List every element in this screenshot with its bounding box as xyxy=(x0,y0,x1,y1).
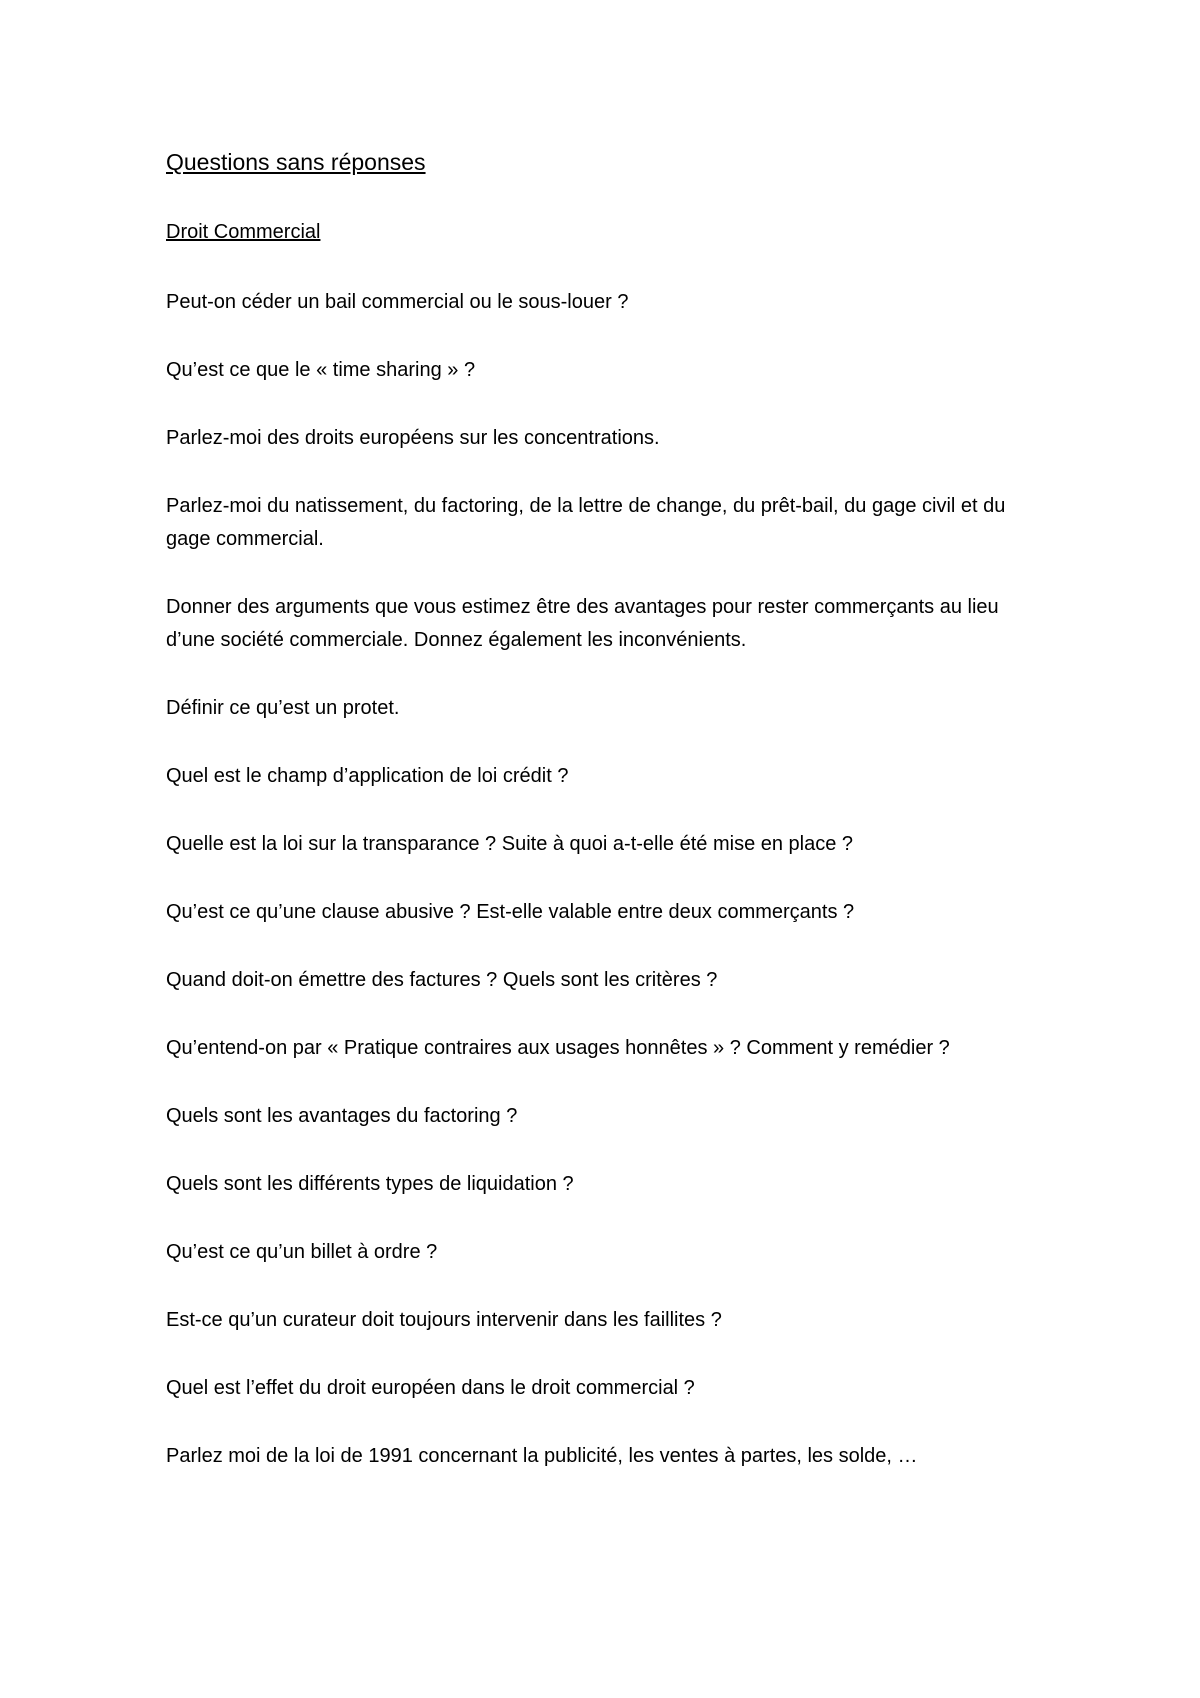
question-item: Peut-on céder un bail commercial ou le sous-louer ? xyxy=(166,291,629,313)
question-item: Parlez-moi du natissement, du factoring, de la lettre de change, du prêt-bail, du gage civil et du gage commercial. xyxy=(166,495,1006,550)
question-item: Quel est le champ d’application de loi crédit ? xyxy=(166,765,569,787)
document-title: Questions sans réponses xyxy=(166,149,426,175)
question-item: Qu’entend-on par « Pratique contraires aux usages honnêtes » ? Comment y remédier ? xyxy=(166,1037,950,1059)
question-item: Donner des arguments que vous estimez être des avantages pour rester commerçants au lieu d’une société commerciale. Donnez également les inconvénients. xyxy=(166,596,999,651)
question-item: Quand doit-on émettre des factures ? Quels sont les critères ? xyxy=(166,969,718,991)
question-list xyxy=(166,286,1046,1473)
question-item: Quel est l’effet du droit européen dans le droit commercial ? xyxy=(166,1377,695,1399)
question-item: Qu’est ce que le « time sharing » ? xyxy=(166,359,476,381)
question-item: Parlez-moi des droits européens sur les concentrations. xyxy=(166,427,660,449)
question-item: Définir ce qu’est un protet. xyxy=(166,697,400,719)
question-item: Quelle est la loi sur la transparance ? Suite à quoi a-t-elle été mise en place ? xyxy=(166,833,854,855)
question-item: Est-ce qu’un curateur doit toujours intervenir dans les faillites ? xyxy=(166,1309,722,1331)
question-item: Quels sont les différents types de liquidation ? xyxy=(166,1173,574,1195)
section-heading: Droit Commercial xyxy=(166,221,321,243)
document-body xyxy=(166,146,1046,1508)
question-item: Parlez moi de la loi de 1991 concernant la publicité, les ventes à partes, les solde, … xyxy=(166,1445,918,1467)
question-item: Qu’est ce qu’un billet à ordre ? xyxy=(166,1241,438,1263)
question-item: Quels sont les avantages du factoring ? xyxy=(166,1105,518,1127)
question-item: Qu’est ce qu’une clause abusive ? Est-elle valable entre deux commerçants ? xyxy=(166,901,855,923)
